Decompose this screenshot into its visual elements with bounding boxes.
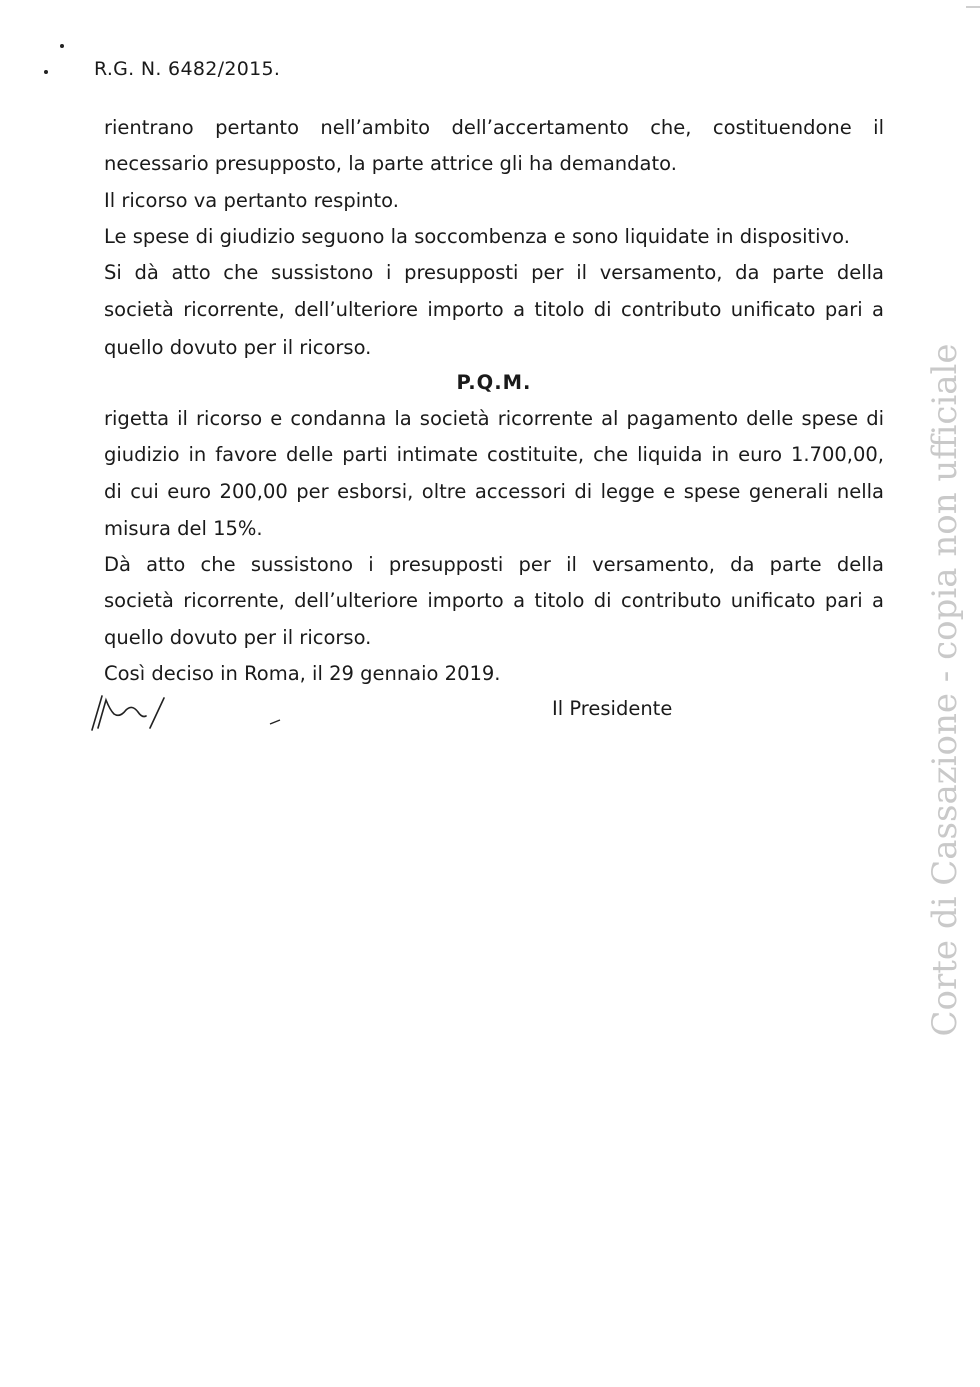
place-date: Così deciso in Roma, il 29 gennaio 2019. bbox=[104, 662, 501, 685]
watermark: Corte di Cassazione - copia non ufficiale bbox=[925, 343, 965, 1037]
text-line: giudizio in favore delle parti intimate costituite, che liquida in euro 1.700,00, bbox=[104, 443, 884, 466]
text-line: rigetta il ricorso e condanna la società ricorrente al pagamento delle spese di bbox=[104, 407, 884, 430]
text-line: Dà atto che sussistono i presupposti per il versamento, da parte della bbox=[104, 553, 884, 576]
text-line: misura del 15%. bbox=[104, 517, 263, 540]
signature bbox=[80, 688, 300, 742]
text-line: Si dà atto che sussistono i presupposti per il versamento, da parte della bbox=[104, 261, 884, 284]
text-line: rientrano pertanto nell’ambito dell’accertamento che, costituendone il bbox=[104, 116, 884, 139]
text-line: quello dovuto per il ricorso. bbox=[104, 626, 372, 649]
text-line: di cui euro 200,00 per esborsi, oltre accessori di legge e spese generali nella bbox=[104, 480, 884, 503]
scan-dot bbox=[60, 44, 64, 48]
text-line: società ricorrente, dell’ulteriore importo a titolo di contributo unificato pari a bbox=[104, 298, 884, 321]
scan-dot bbox=[44, 70, 48, 74]
text-line: società ricorrente, dell’ulteriore importo a titolo di contributo unificato pari a bbox=[104, 589, 884, 612]
pqm-heading: P.Q.M. bbox=[456, 371, 532, 394]
president-label: Il Presidente bbox=[552, 697, 673, 720]
text-line: Il ricorso va pertanto respinto. bbox=[104, 189, 399, 212]
text-line: necessario presupposto, la parte attrice gli ha demandato. bbox=[104, 152, 677, 175]
edge-mark bbox=[966, 0, 980, 8]
text-line: Le spese di giudizio seguono la soccombenza e sono liquidate in dispositivo. bbox=[104, 225, 850, 248]
case-number: R.G. N. 6482/2015. bbox=[94, 58, 281, 80]
text-line: quello dovuto per il ricorso. bbox=[104, 336, 372, 359]
